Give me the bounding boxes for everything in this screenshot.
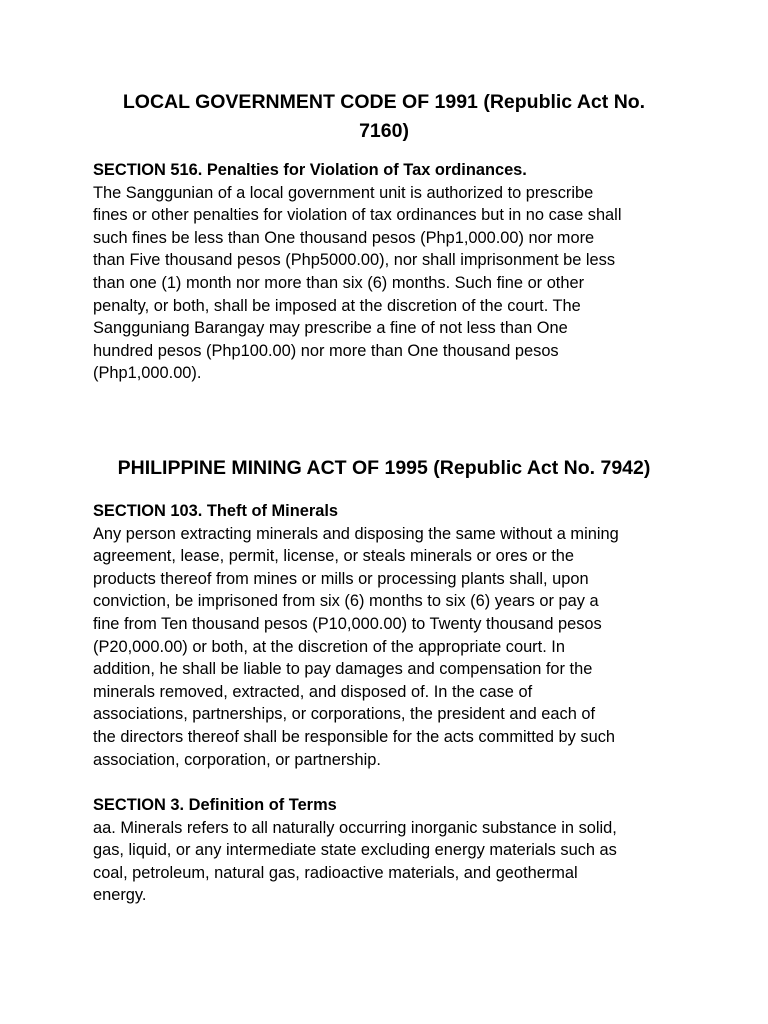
law-title-line: LOCAL GOVERNMENT CODE OF 1991 (Republic Act No. <box>122 91 646 113</box>
text-line: Sangguniang Barangay may prescribe a fine of not less than One <box>93 319 568 338</box>
text-line: conviction, be imprisoned from six (6) months to six (6) years or pay a <box>93 592 599 611</box>
law-title-philippine-mining-act: PHILIPPINE MINING ACT OF 1995 (Republic Act No. 7942) <box>117 457 651 479</box>
text-line: associations, partnerships, or corporations, the president and each of <box>93 705 596 724</box>
text-line: such fines be less than One thousand pesos (Php1,000.00) nor more <box>93 228 595 247</box>
text-line: agreement, lease, permit, license, or steals minerals or ores or the <box>93 547 575 566</box>
section-heading: SECTION 3. Definition of Terms <box>93 796 337 814</box>
text-line: association, corporation, or partnership. <box>93 750 381 769</box>
section-body <box>93 523 693 772</box>
text-line: (Php1,000.00). <box>93 364 202 383</box>
section-516 <box>93 159 693 385</box>
text-line: minerals removed, extracted, and disposed of. In the case of <box>93 682 533 701</box>
text-line: coal, petroleum, natural gas, radioactive materials, and geothermal <box>93 863 578 882</box>
text-line: (P20,000.00) or both, at the discretion of the appropriate court. In <box>93 637 565 656</box>
text-line: hundred pesos (Php100.00) nor more than One thousand pesos <box>93 341 559 360</box>
section-heading: SECTION 103. Theft of Minerals <box>93 502 338 520</box>
section-body <box>93 817 693 907</box>
text-line: The Sanggunian of a local government unit is authorized to prescribe <box>93 183 594 202</box>
section-heading: SECTION 516. Penalties for Violation of Tax ordinances. <box>93 161 527 179</box>
text-line: penalty, or both, shall be imposed at the discretion of the court. The <box>93 296 581 315</box>
section-3 <box>93 794 693 907</box>
text-line: products thereof from mines or mills or processing plants shall, upon <box>93 569 589 588</box>
section-body <box>93 182 693 385</box>
text-line: than one (1) month nor more than six (6) months. Such fine or other <box>93 273 585 292</box>
law-title-line: 7160) <box>359 120 409 142</box>
text-line: fines or other penalties for violation of tax ordinances but in no case shall <box>93 206 622 225</box>
text-line: aa. Minerals refers to all naturally occurring inorganic substance in solid, <box>93 818 617 837</box>
text-line: the directors thereof shall be responsible for the acts committed by such <box>93 727 616 746</box>
text-line: than Five thousand pesos (Php5000.00), nor shall imprisonment be less <box>93 251 616 270</box>
law-title-local-government-code <box>90 88 678 146</box>
text-line: addition, he shall be liable to pay damages and compensation for the <box>93 660 593 679</box>
text-line: Any person extracting minerals and disposing the same without a mining <box>93 524 619 543</box>
text-line: fine from Ten thousand pesos (P10,000.00) to Twenty thousand pesos <box>93 614 602 633</box>
text-line: energy. <box>93 886 147 905</box>
section-103 <box>93 500 693 771</box>
text-line: gas, liquid, or any intermediate state excluding energy materials such as <box>93 841 617 860</box>
